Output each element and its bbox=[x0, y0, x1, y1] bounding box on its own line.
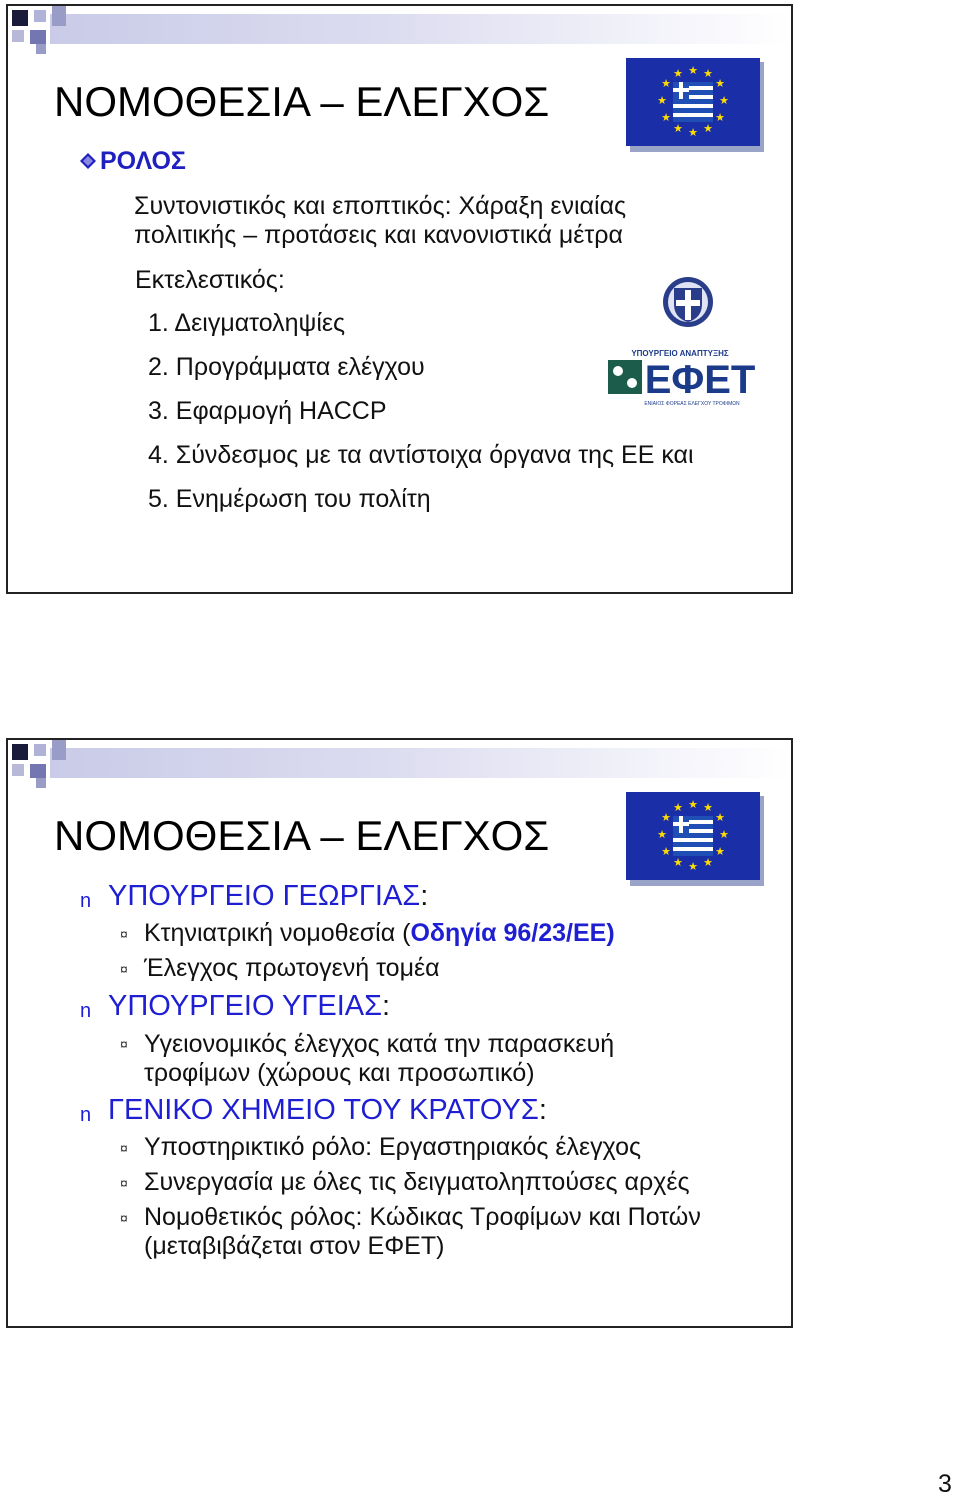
svg-text:★: ★ bbox=[703, 67, 713, 80]
list-item-line-1: Υγειονομικός έλεγχος κατά την παρασκευή bbox=[144, 1030, 615, 1058]
ministry-heading-chemistry bbox=[108, 1094, 547, 1127]
list-item-line-1: Νομοθετικός ρόλος: Κώδικας Τροφίμων και Ποτών bbox=[144, 1203, 701, 1231]
page-number: 3 bbox=[938, 1470, 952, 1498]
section-bullet: n bbox=[80, 1104, 92, 1126]
list-item: 3. Εφαρμογή HACCP bbox=[148, 397, 387, 425]
sub-bullet: ¤ bbox=[120, 1175, 128, 1191]
slide-title: ΝΟΜΟΘΕΣΙΑ – ΕΛΕΓΧΟΣ bbox=[54, 78, 550, 125]
ministry-heading-text: ΥΠΟΥΡΓΕΙΟ ΥΓΕΙΑΣ bbox=[108, 990, 383, 1022]
svg-text:★: ★ bbox=[715, 77, 725, 90]
corner-squares-decoration bbox=[8, 740, 68, 790]
svg-text:★: ★ bbox=[715, 845, 725, 858]
section-bullet: n bbox=[80, 890, 92, 912]
list-item-line-2: τροφίμων (χώρους και προσωπικό) bbox=[144, 1059, 535, 1087]
sub-bullet: ¤ bbox=[120, 926, 128, 942]
role-heading-text: ΡΟΛΟΣ bbox=[100, 147, 186, 175]
directive-reference: Οδηγία 96/23/ΕΕ) bbox=[410, 919, 615, 947]
role-heading bbox=[80, 147, 186, 176]
list-item: Συνεργασία με όλες τις δειγματοληπτούσες αρχές bbox=[144, 1168, 690, 1196]
header-gradient-bar bbox=[50, 748, 790, 778]
list-item bbox=[144, 919, 615, 948]
svg-text:★: ★ bbox=[673, 67, 683, 80]
header-gradient-bar bbox=[50, 14, 790, 44]
section-bullet: n bbox=[80, 1000, 92, 1022]
list-item: Έλεγχος πρωτογενή τομέα bbox=[144, 954, 440, 982]
list-item: 4. Σύνδεσμος με τα αντίστοιχα όργανα της ΕΕ και bbox=[148, 441, 694, 469]
slide-1 bbox=[6, 4, 793, 594]
svg-text:★: ★ bbox=[661, 845, 671, 858]
svg-text:★: ★ bbox=[688, 860, 698, 873]
svg-text:★: ★ bbox=[703, 856, 713, 869]
ministry-heading-health bbox=[108, 990, 390, 1023]
corner-squares-decoration bbox=[8, 6, 68, 56]
heading-colon: : bbox=[538, 1094, 547, 1126]
svg-text:★: ★ bbox=[673, 122, 683, 135]
ministry-heading-text: ΥΠΟΥΡΓΕΙΟ ΓΕΩΡΓΙΑΣ bbox=[108, 880, 421, 912]
slide-title: ΝΟΜΟΘΕΣΙΑ – ΕΛΕΓΧΟΣ bbox=[54, 812, 550, 859]
eu-greek-flag-icon bbox=[626, 792, 764, 886]
eu-greek-flag-icon bbox=[626, 58, 764, 152]
greek-coat-of-arms-icon bbox=[600, 276, 760, 411]
slide-2 bbox=[6, 738, 793, 1328]
heading-colon: : bbox=[420, 880, 429, 912]
list-item-line-2: (μεταβιβάζεται στον ΕΦΕΤ) bbox=[144, 1232, 445, 1260]
svg-text:★: ★ bbox=[657, 94, 667, 107]
svg-text:★: ★ bbox=[688, 126, 698, 139]
svg-text:★: ★ bbox=[688, 798, 698, 811]
svg-text:★: ★ bbox=[673, 801, 683, 814]
coordinating-line-2: πολιτικής – προτάσεις και κανονιστικά μέτρα bbox=[134, 221, 623, 249]
ministry-heading-text: ΓΕΝΙΚΟ ΧΗΜΕΙΟ ΤΟΥ ΚΡΑΤΟΥΣ bbox=[108, 1094, 539, 1126]
svg-text:★: ★ bbox=[715, 811, 725, 824]
coordinating-line-1: Συντονιστικός και εποπτικός: Χάραξη ενιαίας bbox=[134, 192, 627, 220]
sub-bullet: ¤ bbox=[120, 1140, 128, 1156]
svg-text:★: ★ bbox=[715, 111, 725, 124]
svg-text:★: ★ bbox=[657, 828, 667, 841]
svg-text:★: ★ bbox=[719, 94, 729, 107]
svg-text:★: ★ bbox=[688, 64, 698, 77]
executive-label: Εκτελεστικός: bbox=[135, 266, 285, 294]
sub-bullet: ¤ bbox=[120, 1210, 128, 1226]
svg-text:★: ★ bbox=[661, 77, 671, 90]
logo-brand-text: ΕΦΕΤ bbox=[644, 358, 756, 402]
svg-text:★: ★ bbox=[703, 122, 713, 135]
svg-text:★: ★ bbox=[673, 856, 683, 869]
list-item: 2. Προγράμματα ελέγχου bbox=[148, 353, 425, 381]
list-item-text: Κτηνιατρική νομοθεσία ( bbox=[144, 919, 411, 947]
logo-tagline: ΕΝΙΑΙΟΣ ΦΟΡΕΑΣ ΕΛΕΓΧΟΥ ΤΡΟΦΙΜΩΝ bbox=[644, 401, 740, 407]
sub-bullet: ¤ bbox=[120, 961, 128, 977]
svg-text:★: ★ bbox=[703, 801, 713, 814]
logo-ministry-text: ΥΠΟΥΡΓΕΙΟ ΑΝΑΠΤΥΞΗΣ bbox=[631, 349, 729, 358]
svg-text:★: ★ bbox=[661, 111, 671, 124]
efet-logo bbox=[600, 276, 760, 411]
heading-colon: : bbox=[382, 990, 391, 1022]
list-item: 1. Δειγματοληψίες bbox=[148, 309, 346, 337]
list-item: 5. Ενημέρωση του πολίτη bbox=[148, 485, 431, 513]
ministry-heading-agriculture bbox=[108, 880, 428, 913]
svg-text:★: ★ bbox=[661, 811, 671, 824]
list-item: Υποστηρικτικό ρόλο: Εργαστηριακός έλεγχος bbox=[144, 1133, 642, 1161]
sub-bullet: ¤ bbox=[120, 1036, 128, 1052]
svg-text:★: ★ bbox=[719, 828, 729, 841]
